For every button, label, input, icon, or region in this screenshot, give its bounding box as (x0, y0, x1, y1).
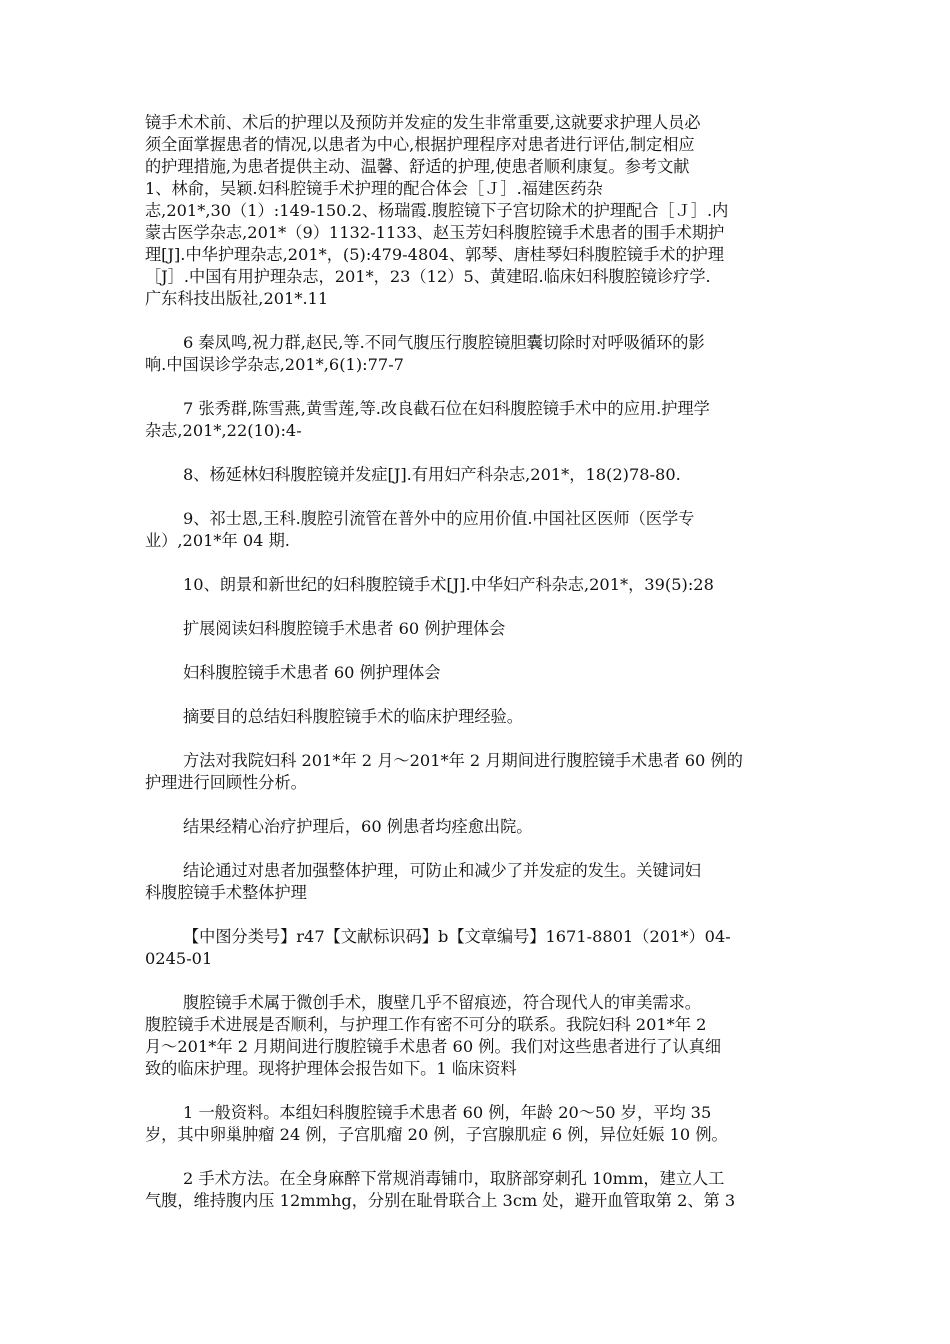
text-line: 响.中国误诊学杂志,201*,6(1):77-7 (145, 355, 404, 374)
text-line: 杂志,201*,22(10):4- (145, 421, 302, 440)
abstract-goal: 摘要目的总结妇科腹腔镜手术的临床护理经验。 (183, 707, 523, 726)
classification-info (145, 926, 807, 970)
text-line: 气腹，维持腹内压 12mmhg，分别在耻骨联合上 3cm 处，避开血管取第 2、第 3 (145, 1191, 736, 1210)
abstract-result: 结果经精心治疗护理后，60 例患者均痊愈出院。 (183, 817, 533, 836)
text-line: 腹腔镜手术进展是否顺利，与护理工作有密不可分的联系。我院妇科 201*年 2 (145, 1015, 707, 1034)
text-line: 7 张秀群,陈雪燕,黄雪莲,等.改良截石位在妇科腹腔镜手术中的应用.护理学 (183, 399, 710, 418)
extended-reading-title: 扩展阅读妇科腹腔镜手术患者 60 例护理体会 (183, 619, 506, 638)
document-page (145, 112, 807, 1234)
text-line: 月～201*年 2 月期间进行腹腔镜手术患者 60 例。我们对这些患者进行了认真细 (145, 1037, 722, 1056)
text-line: 须全面掌握患者的情况,以患者为中心,根据护理程序对患者进行评估,制定相应 (145, 135, 695, 154)
surgery-method-paragraph (145, 1168, 807, 1212)
text-line: 的护理措施,为患者提供主动、温馨、舒适的护理,使患者顺利康复。参考文献 (145, 157, 690, 176)
reference-9 (145, 508, 807, 552)
abstract-conclusion (145, 860, 807, 904)
text-line: 科腹腔镜手术整体护理 (145, 883, 307, 902)
text-line: 腹腔镜手术属于微创手术，腹壁几乎不留痕迹，符合现代人的审美需求。 (183, 993, 701, 1012)
text-line: 结论通过对患者加强整体护理，可防止和减少了并发症的发生。关键词妇 (183, 861, 701, 880)
text-line: 0245-01 (145, 949, 213, 968)
reference-7 (145, 398, 807, 442)
text-line: 岁，其中卵巢肿瘤 24 例，子宫肌瘤 20 例，子宫腺肌症 6 例，异位妊娠 10 例。 (145, 1125, 728, 1144)
text-line: 方法对我院妇科 201*年 2 月～201*年 2 月期间进行腹腔镜手术患者 60 例的 (183, 751, 743, 770)
text-line: 广东科技出版社,201*.11 (145, 289, 329, 308)
introduction-paragraph (145, 992, 807, 1080)
text-line: 理[J].中华护理杂志,201*，(5):479-4804、郭琴、唐桂琴妇科腹腔镜手术的护理 (145, 245, 725, 264)
text-line: ［J］.中国有用护理杂志，201*，23（12）5、黄建昭.临床妇科腹腔镜诊疗学. (145, 267, 711, 286)
article-title: 妇科腹腔镜手术患者 60 例护理体会 (183, 663, 441, 682)
reference-6 (145, 332, 807, 376)
abstract-method (145, 750, 807, 794)
text-line: 1 一般资料。本组妇科腹腔镜手术患者 60 例，年龄 20～50 岁，平均 35 (183, 1103, 712, 1122)
text-line: 志,201*,30（1）:149-150.2、杨瑞霞.腹腔镜下子宫切除术的护理配合［Ｊ］.内 (145, 201, 729, 220)
text-line: 业）,201*年 04 期. (145, 531, 290, 550)
reference-10: 10、朗景和新世纪的妇科腹腔镜手术[J].中华妇产科杂志,201*，39(5):28 (183, 575, 714, 594)
reference-8: 8、杨延林妇科腹腔镜并发症[J].有用妇产科杂志,201*，18(2)78-80. (183, 465, 681, 484)
text-line: 蒙古医学杂志,201*（9）1132-1133、赵玉芳妇科腹腔镜手术患者的围手术期护 (145, 223, 725, 242)
text-line: 致的临床护理。现将护理体会报告如下。1 临床资料 (145, 1059, 517, 1078)
continuation-paragraph (145, 112, 807, 310)
text-line: 【中图分类号】r47【文献标识码】b【文章编号】1671-8801（201*）04- (183, 927, 731, 946)
text-line: 护理进行回顾性分析。 (145, 773, 307, 792)
text-line: 6 秦凤鸣,祝力群,赵民,等.不同气腹压行腹腔镜胆囊切除时对呼吸循环的影 (183, 333, 705, 352)
text-line: 镜手术术前、术后的护理以及预防并发症的发生非常重要,这就要求护理人员必 (145, 113, 701, 132)
text-line: 2 手术方法。在全身麻醉下常规消毒铺巾，取脐部穿刺孔 10mm，建立人工 (183, 1169, 725, 1188)
general-info-paragraph (145, 1102, 807, 1146)
text-line: 1、林俞，吴颖.妇科腔镜手术护理的配合体会［Ｊ］.福建医药杂 (145, 179, 603, 198)
text-line: 9、祁士恩,王科.腹腔引流管在普外中的应用价值.中国社区医师（医学专 (183, 509, 695, 528)
